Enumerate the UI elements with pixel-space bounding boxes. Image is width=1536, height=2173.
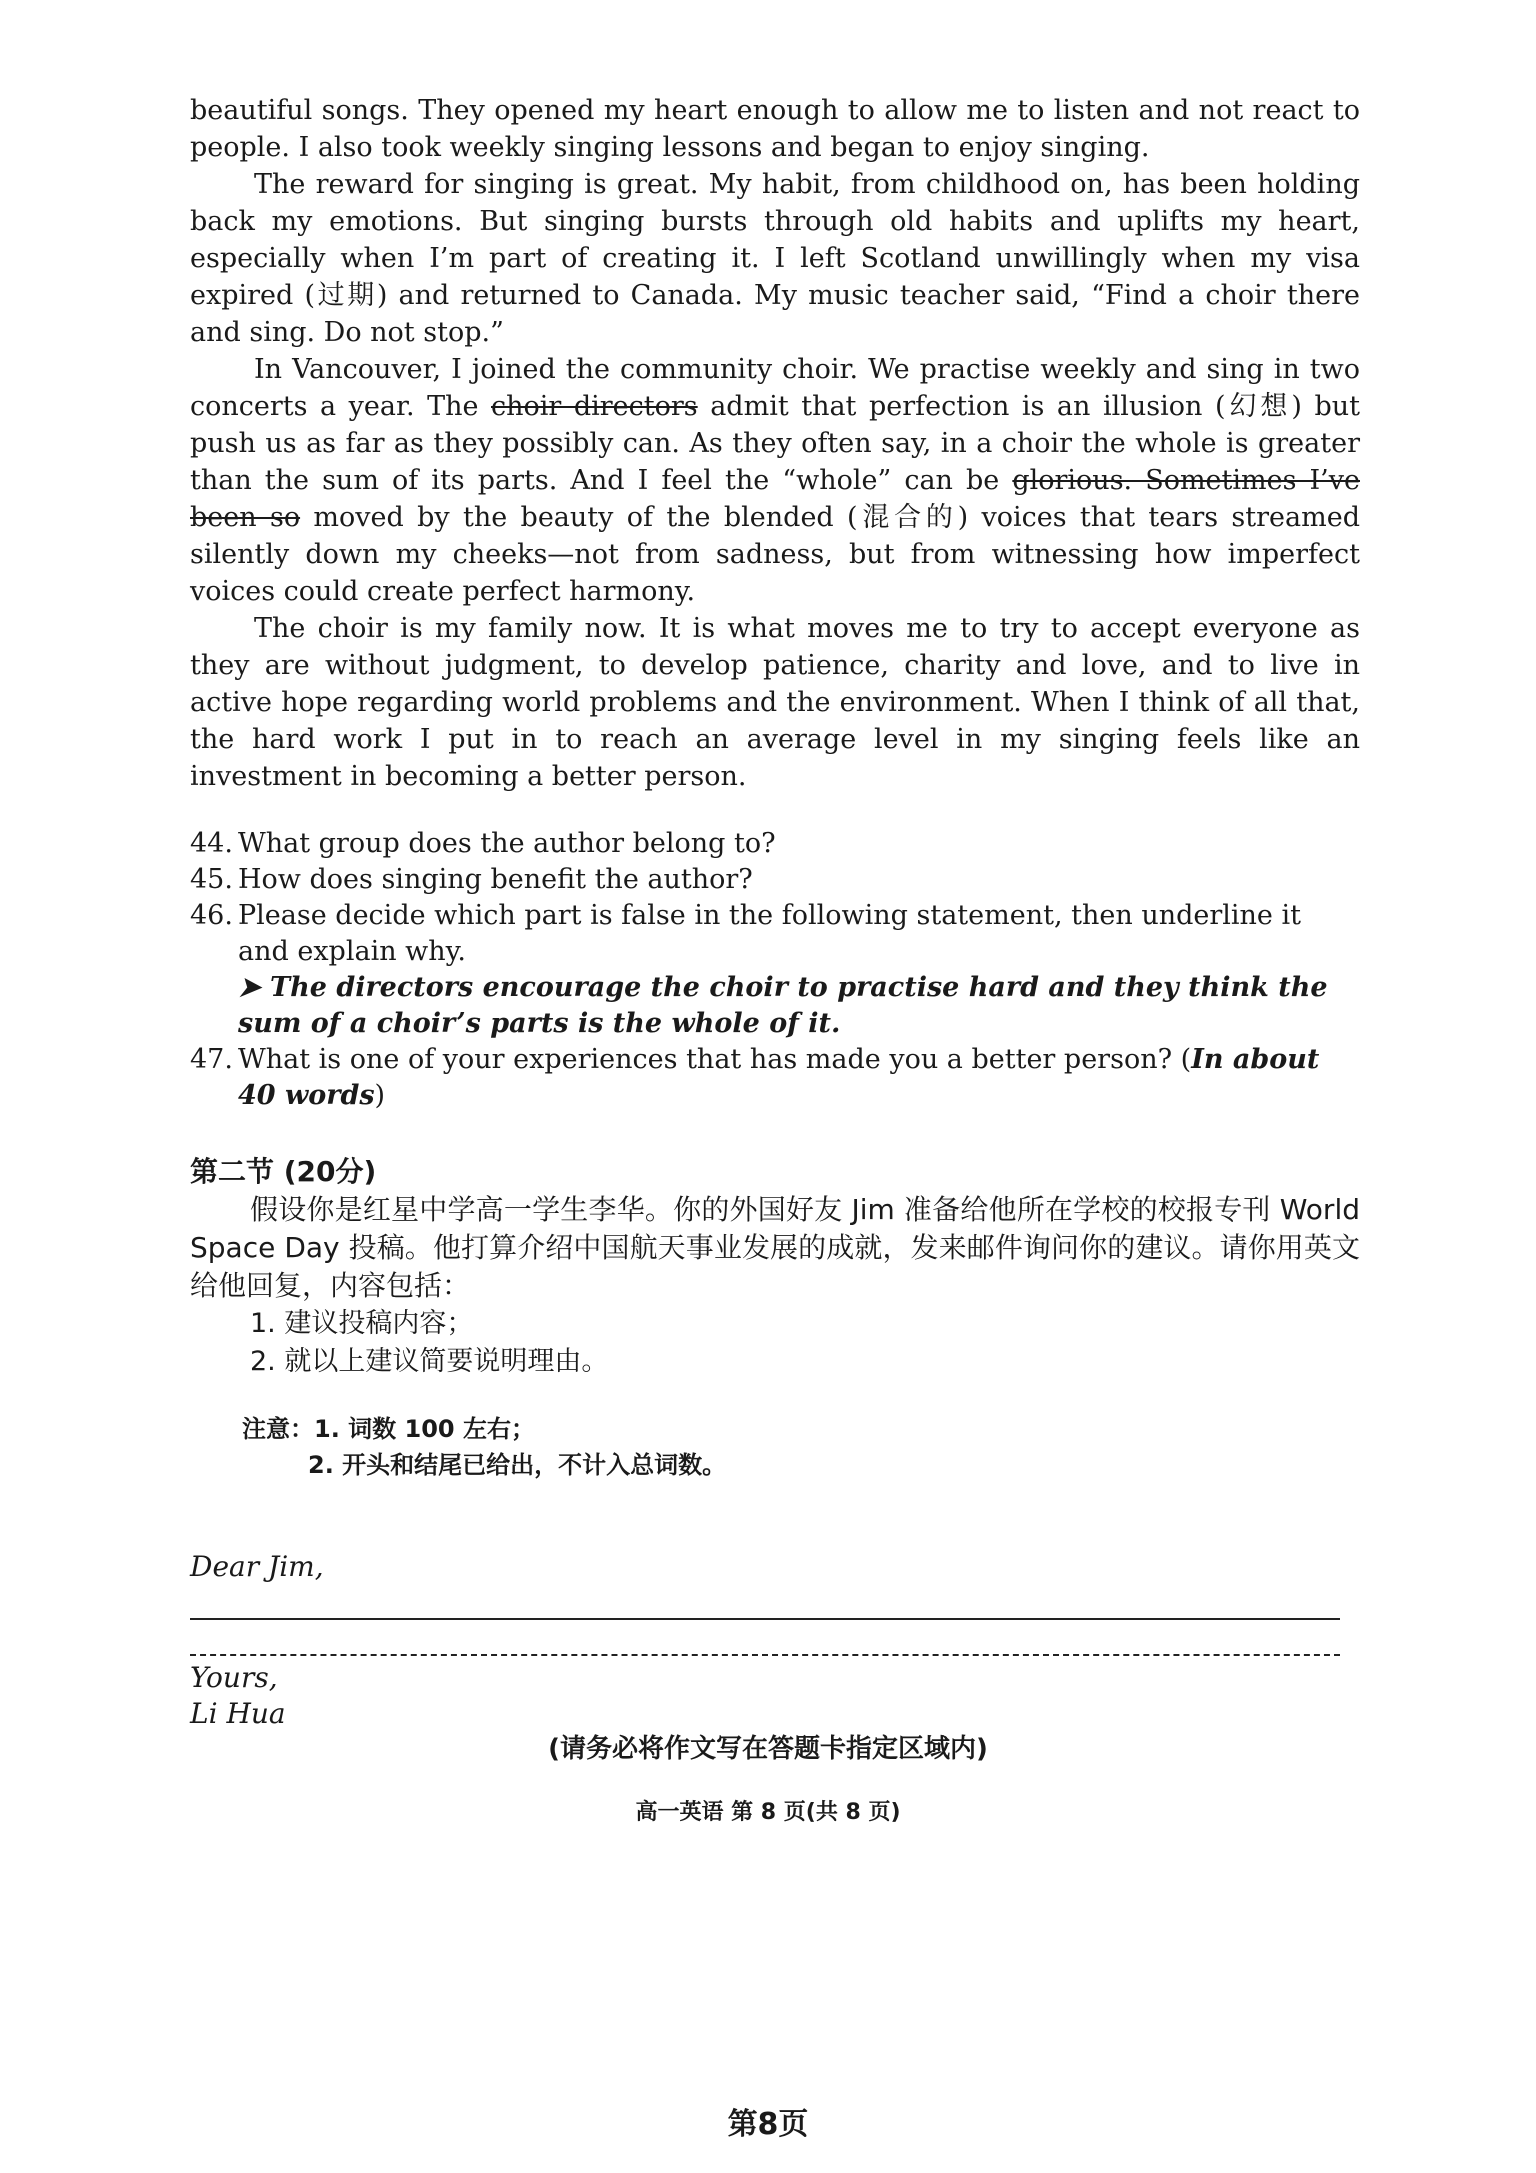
question-46 (190, 898, 1360, 970)
question-47-close: ) (374, 1080, 386, 1111)
question-list (190, 826, 1360, 1114)
section-title: 第二节 (20分) (190, 1155, 377, 1188)
strikethrough-text-1: choir directors (491, 391, 698, 422)
writing-line (190, 1618, 1340, 1620)
passage-p3-part-a: In Vancouver, I joined the community choir. We practise weekly and sing in two concerts a year. The (190, 354, 1360, 422)
letter-closing (190, 1660, 286, 1732)
passage-paragraph-3 (190, 351, 1360, 610)
passage-paragraph-2: The reward for singing is great. My habit, from childhood on, has been holding back my emotions. But singing bursts through old habits and uplifts my heart, especially when I’m part of creating it. I left Scotland unwillingly when my visa expired (过期) and returned to Canada. My music teacher said, “Find a choir there and sing. Do not stop.” (190, 169, 1360, 348)
question-number: 46. (190, 900, 233, 931)
question-47 (190, 1042, 1360, 1114)
letter-salutation: Dear Jim, (190, 1550, 324, 1583)
answer-sheet-reminder: (请务必将作文写在答题卡指定区域内) (548, 1734, 988, 1764)
passage-paragraph-1: beautiful songs. They opened my heart enough to allow me to listen and not react to people. I also took weekly singing lessons and began to enjoy singing. (190, 95, 1360, 163)
content-item-1: 1. 建议投稿内容； (250, 1308, 474, 1339)
writing-notes (242, 1411, 1360, 1483)
passage-p3-part-c: moved by the beauty of the blended (混合的) voices that tears streamed silently down my cheeks—not from sadness, but from witnessing how imperfect voices could create perfect harmony. (190, 502, 1360, 607)
page-footer: 高一英语 第 8 页(共 8 页) (635, 1800, 901, 1825)
passage-paragraph-4: The choir is my family now. It is what moves me to try to accept everyone as they are without judgment, to develop patience, charity and love, and to live in active hope regarding world problems and the environment. When I think of all that, the hard work I put in to reach an average level in my singing feels like an investment in becoming a better person. (190, 613, 1360, 792)
question-47-word-limit: In about 40 words (238, 1044, 1320, 1111)
question-number: 44. (190, 828, 233, 859)
note-2: 2. 开头和结尾已给出，不计入总词数。 (308, 1451, 727, 1479)
question-text: What group does the author belong to? (238, 828, 776, 859)
question-text (238, 1042, 1360, 1114)
writing-section (190, 1153, 1360, 1483)
passage-p3-part-b: admit that perfection is an illusion (幻想) but push us as far as they possibly can. As they often say, in a choir the whole is greater than the sum of its parts. And I feel the “whole” can be (190, 391, 1360, 496)
question-text: Please decide which part is false in the following statement, then underline it and explain why. (238, 900, 1301, 967)
question-44 (190, 826, 1360, 862)
content-item-2: 2. 就以上建议简要说明理由。 (250, 1346, 609, 1377)
writing-task: 假设你是红星中学高一学生李华。你的外国好友 Jim 准备给他所在学校的校报专刊 World Space Day 投稿。他打算介绍中国航天事业发展的成就，发来邮件询问你的建议。请你用英文给他回复，内容包括： (190, 1193, 1360, 1302)
letter-signature: Li Hua (190, 1697, 286, 1730)
note-1: 注意：1. 词数 100 左右； (242, 1415, 535, 1443)
question-text: How does singing benefit the author? (238, 864, 753, 895)
question-number: 47. (190, 1044, 233, 1075)
question-45 (190, 862, 1360, 898)
strikethrough-text-2: glorious. Sometimes I’ve been so (190, 465, 1360, 533)
writing-line (190, 1654, 1340, 1656)
question-47-text: What is one of your experiences that has made you a better person? ( (238, 1044, 1192, 1075)
letter-closing-word: Yours, (190, 1661, 278, 1694)
page-number: 第8页 (727, 2107, 809, 2142)
question-46-statement: ➤ The directors encourage the choir to practise hard and they think the sum of a choir’s parts is the whole of it. (238, 972, 1328, 1039)
question-number: 45. (190, 864, 233, 895)
reading-passage (190, 92, 1360, 795)
